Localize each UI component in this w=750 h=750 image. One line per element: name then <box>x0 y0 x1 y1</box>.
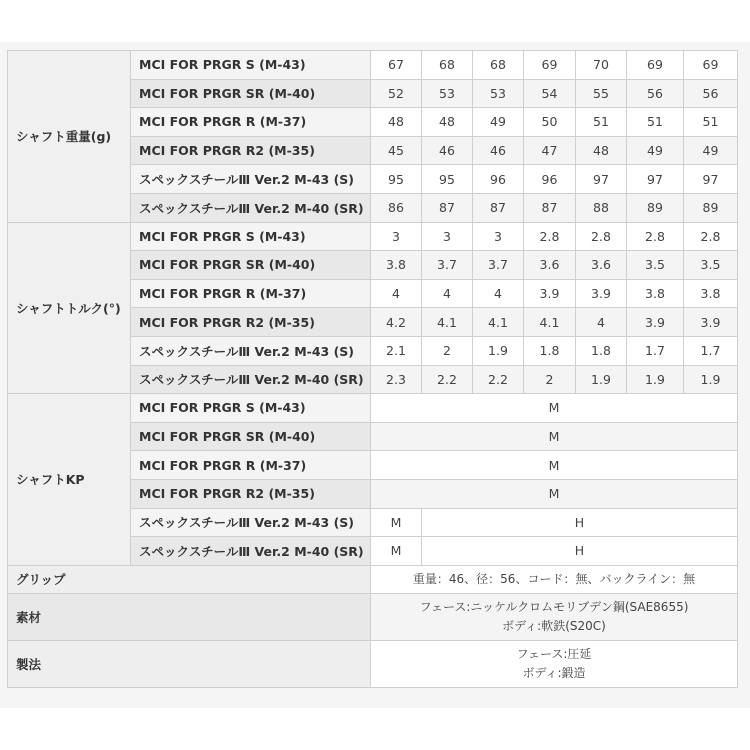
grip-row <box>8 565 738 594</box>
spec-value: 3.5 <box>684 251 738 280</box>
spec-value: 48 <box>371 108 422 137</box>
spec-value: 68 <box>422 51 473 80</box>
shaft-name: MCI FOR PRGR R2 (M-35) <box>131 308 371 337</box>
torque-category-label: シャフトトルク(°) <box>8 222 131 394</box>
shaft-name: MCI FOR PRGR SR (M-40) <box>131 79 371 108</box>
spec-value: 4.1 <box>524 308 576 337</box>
spec-value: 2.3 <box>371 365 422 394</box>
shaft-name: MCI FOR PRGR R2 (M-35) <box>131 479 371 508</box>
spec-value: 1.9 <box>684 365 738 394</box>
spec-value: 2 <box>422 336 473 365</box>
shaft-name: MCI FOR PRGR R (M-37) <box>131 451 371 480</box>
spec-value: 1.9 <box>576 365 627 394</box>
spec-value: 86 <box>371 193 422 222</box>
material-body: ボディ:軟鉄(S20C) <box>502 619 606 634</box>
spec-value: 46 <box>422 136 473 165</box>
spec-value: 53 <box>422 79 473 108</box>
spec-value: 69 <box>684 51 738 80</box>
kp-value: M <box>371 394 738 423</box>
spec-value: 4.1 <box>473 308 524 337</box>
spec-value: 96 <box>524 165 576 194</box>
spec-value: 1.8 <box>576 336 627 365</box>
spec-value: 3 <box>473 222 524 251</box>
spec-value: 1.9 <box>473 336 524 365</box>
weight-category-label: シャフト重量(g) <box>8 51 131 223</box>
spec-value: 4 <box>473 279 524 308</box>
spec-value: 89 <box>684 193 738 222</box>
spec-value: 87 <box>422 193 473 222</box>
method-value <box>371 641 738 688</box>
spec-value: 2.8 <box>627 222 684 251</box>
spec-value: 2.8 <box>524 222 576 251</box>
spec-value: 4 <box>422 279 473 308</box>
spec-value: 95 <box>371 165 422 194</box>
spec-value: 88 <box>576 193 627 222</box>
table-row <box>8 394 738 423</box>
spec-value: 54 <box>524 79 576 108</box>
spec-value: 3.9 <box>627 308 684 337</box>
spec-value: 2.2 <box>473 365 524 394</box>
shaft-name: スペックスチールⅢ Ver.2 M-40 (SR) <box>131 365 371 394</box>
method-body: ボディ:鍛造 <box>522 666 586 681</box>
kp-value: M <box>371 508 422 537</box>
spec-value: 89 <box>627 193 684 222</box>
spec-value: 69 <box>524 51 576 80</box>
shaft-name: MCI FOR PRGR S (M-43) <box>131 51 371 80</box>
material-label: 素材 <box>8 594 371 641</box>
spec-value: 3.9 <box>684 308 738 337</box>
spec-value: 4 <box>576 308 627 337</box>
spec-value: 96 <box>473 165 524 194</box>
spec-value: 56 <box>627 79 684 108</box>
spec-value: 48 <box>422 108 473 137</box>
spec-value: 1.7 <box>627 336 684 365</box>
material-face: フェース:ニッケルクロムモリブデン鋼(SAE8655) <box>419 600 689 615</box>
spec-value: 3.8 <box>627 279 684 308</box>
spec-value: 50 <box>524 108 576 137</box>
spec-value: 53 <box>473 79 524 108</box>
spec-value: 4 <box>371 279 422 308</box>
spec-value: 46 <box>473 136 524 165</box>
material-row <box>8 594 738 641</box>
method-label: 製法 <box>8 641 371 688</box>
shaft-name: スペックスチールⅢ Ver.2 M-43 (S) <box>131 165 371 194</box>
spec-value: 4.2 <box>371 308 422 337</box>
spec-value: 97 <box>684 165 738 194</box>
spec-value: 70 <box>576 51 627 80</box>
spec-value: 55 <box>576 79 627 108</box>
shaft-name: MCI FOR PRGR R2 (M-35) <box>131 136 371 165</box>
spec-value: 2.1 <box>371 336 422 365</box>
kp-value: H <box>422 508 738 537</box>
spec-value: 69 <box>627 51 684 80</box>
spec-value: 2.8 <box>576 222 627 251</box>
spec-value: 3.9 <box>576 279 627 308</box>
kp-category-label: シャフトKP <box>8 394 131 566</box>
shaft-name: スペックスチールⅢ Ver.2 M-40 (SR) <box>131 537 371 566</box>
spec-value: 95 <box>422 165 473 194</box>
shaft-name: MCI FOR PRGR SR (M-40) <box>131 422 371 451</box>
spec-value: 1.9 <box>627 365 684 394</box>
shaft-name: MCI FOR PRGR R (M-37) <box>131 108 371 137</box>
spec-value: 49 <box>684 136 738 165</box>
table-row <box>8 222 738 251</box>
shaft-name: MCI FOR PRGR R (M-37) <box>131 279 371 308</box>
method-row <box>8 641 738 688</box>
spec-value: 2.8 <box>684 222 738 251</box>
shaft-name: スペックスチールⅢ Ver.2 M-40 (SR) <box>131 193 371 222</box>
spec-value: 3.9 <box>524 279 576 308</box>
spec-value: 3 <box>422 222 473 251</box>
spec-value: 47 <box>524 136 576 165</box>
kp-value: M <box>371 451 738 480</box>
kp-value: H <box>422 537 738 566</box>
spec-value: 2.2 <box>422 365 473 394</box>
spec-value: 97 <box>627 165 684 194</box>
shaft-name: スペックスチールⅢ Ver.2 M-43 (S) <box>131 336 371 365</box>
spec-value: 3.6 <box>524 251 576 280</box>
kp-value: M <box>371 479 738 508</box>
kp-value: M <box>371 422 738 451</box>
spec-value: 51 <box>576 108 627 137</box>
spec-value: 45 <box>371 136 422 165</box>
spec-table <box>7 50 738 688</box>
shaft-name: MCI FOR PRGR S (M-43) <box>131 222 371 251</box>
spec-value: 1.7 <box>684 336 738 365</box>
spec-value: 49 <box>473 108 524 137</box>
kp-value: M <box>371 537 422 566</box>
spec-value: 49 <box>627 136 684 165</box>
grip-value: 重量：46、径：56、コード：無、バックライン：無 <box>371 565 738 594</box>
spec-value: 2 <box>524 365 576 394</box>
spec-value: 67 <box>371 51 422 80</box>
material-value <box>371 594 738 641</box>
spec-value: 1.8 <box>524 336 576 365</box>
spec-value: 3.8 <box>684 279 738 308</box>
spec-value: 51 <box>684 108 738 137</box>
spec-value: 3.5 <box>627 251 684 280</box>
spec-value: 48 <box>576 136 627 165</box>
spec-value: 4.1 <box>422 308 473 337</box>
method-face: フェース:圧延 <box>516 647 592 662</box>
shaft-name: MCI FOR PRGR SR (M-40) <box>131 251 371 280</box>
spec-value: 56 <box>684 79 738 108</box>
spec-value: 87 <box>473 193 524 222</box>
shaft-name: スペックスチールⅢ Ver.2 M-43 (S) <box>131 508 371 537</box>
shaft-name: MCI FOR PRGR S (M-43) <box>131 394 371 423</box>
spec-value: 3 <box>371 222 422 251</box>
spec-value: 52 <box>371 79 422 108</box>
spec-value: 68 <box>473 51 524 80</box>
spec-value: 3.8 <box>371 251 422 280</box>
spec-value: 51 <box>627 108 684 137</box>
spec-value: 87 <box>524 193 576 222</box>
spec-value: 3.7 <box>473 251 524 280</box>
grip-label: グリップ <box>8 565 371 594</box>
spec-value: 3.7 <box>422 251 473 280</box>
table-row <box>8 51 738 80</box>
spec-value: 97 <box>576 165 627 194</box>
spec-value: 3.6 <box>576 251 627 280</box>
